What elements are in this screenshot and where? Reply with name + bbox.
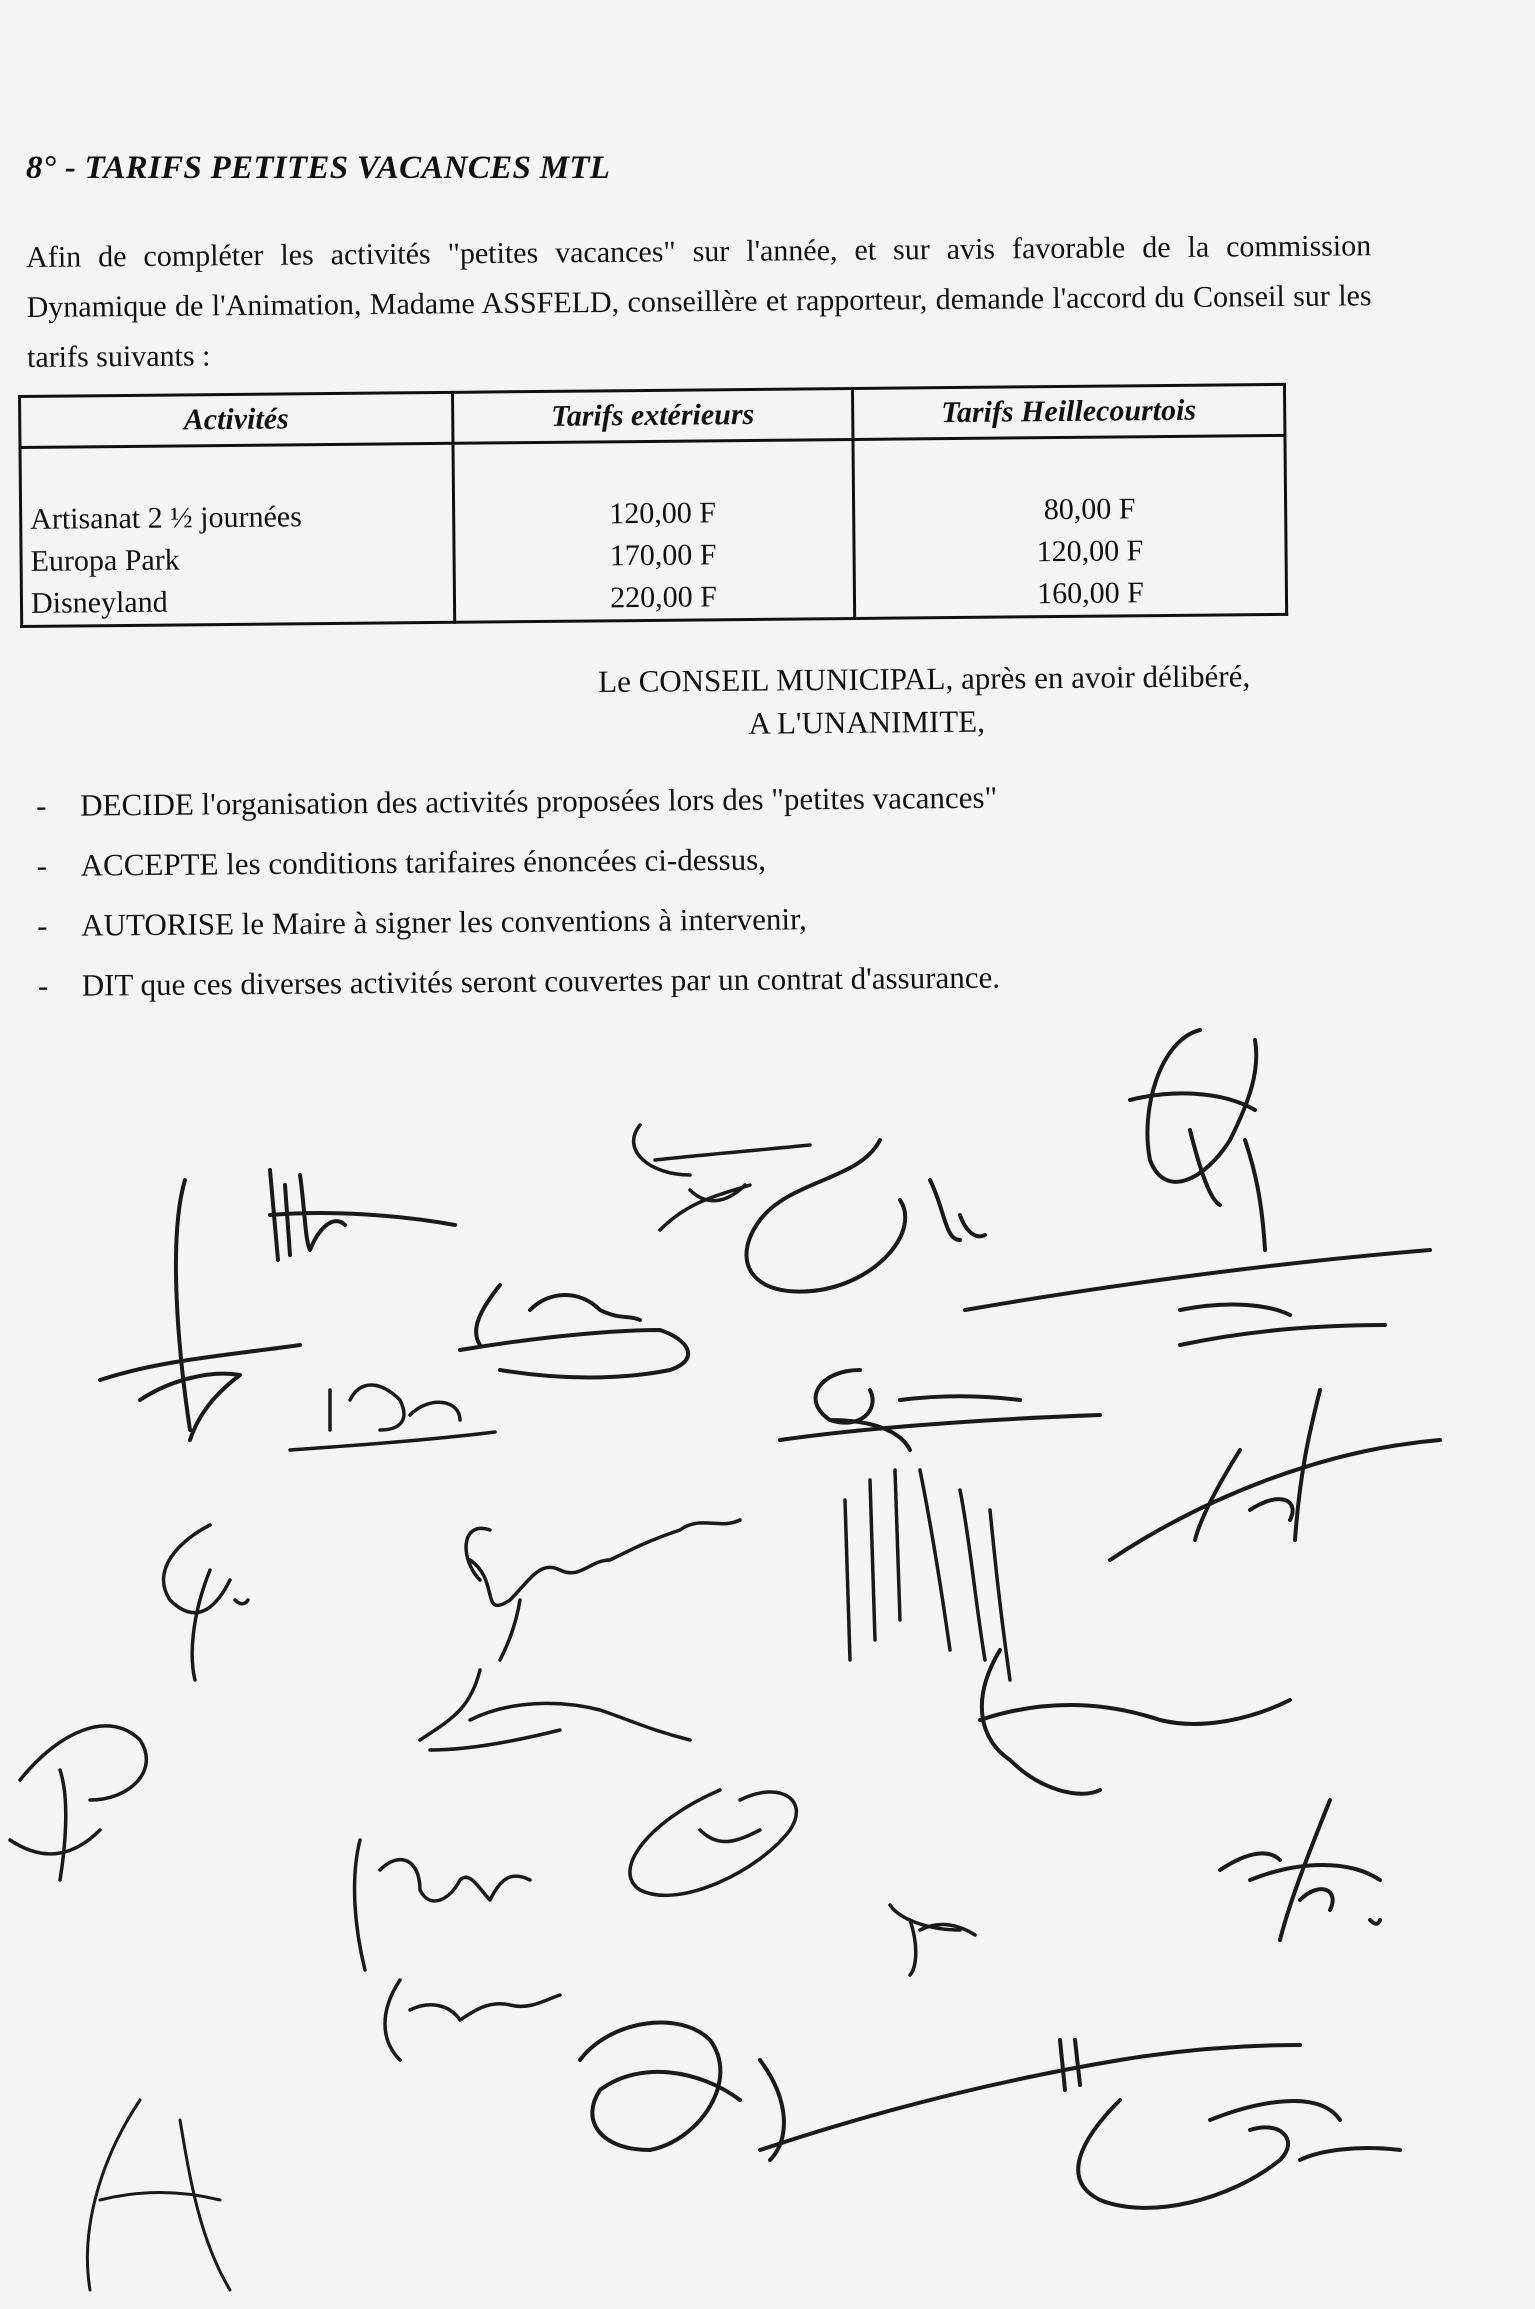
signature xyxy=(845,1470,1010,1680)
council-line-1: Le CONSEIL MUNICIPAL, après en avoir délibéré, xyxy=(598,658,1251,699)
signature xyxy=(965,1250,1430,1345)
signature xyxy=(10,1726,146,1880)
decision-text: ACCEPTE les conditions tarifaires énoncées ci-dessus, xyxy=(80,841,767,883)
external-price: 220,00 F xyxy=(609,580,717,615)
signature xyxy=(1130,1030,1265,1250)
signature xyxy=(87,2100,230,2290)
activity-name: Artisanat 2 ½ journées xyxy=(30,500,302,536)
bullet-dash: - xyxy=(36,847,48,883)
signature xyxy=(580,2023,784,2160)
activity-name: Disneyland xyxy=(30,585,168,620)
signature xyxy=(1078,2100,1400,2208)
bullet-dash: - xyxy=(37,967,49,1003)
signature xyxy=(1110,1390,1440,1560)
signature xyxy=(890,1905,975,1975)
section-heading: 8° - TARIFS PETITES VACANCES MTL xyxy=(26,150,611,186)
signature xyxy=(290,1385,495,1450)
bullet-dash: - xyxy=(37,907,48,943)
signature xyxy=(630,1790,796,1895)
resident-price: 120,00 F xyxy=(1036,534,1144,569)
signature xyxy=(780,1370,1100,1450)
signature xyxy=(385,1980,560,2060)
signature xyxy=(355,1840,530,1970)
signature xyxy=(634,1125,810,1230)
decision-text: DIT que ces diverses activités seront couvertes par un contrat d'assurance. xyxy=(81,959,1001,1003)
external-price: 120,00 F xyxy=(609,496,717,531)
signature xyxy=(420,1670,690,1750)
signature xyxy=(980,1650,1290,1794)
council-line-2: A L'UNANIMITE, xyxy=(748,703,986,741)
resident-price: 160,00 F xyxy=(1036,576,1144,611)
intro-paragraph: Afin de compléter les activités "petites vacances" sur l'année, et sur avis favorable de la commission Dynamique de l'Animation, Madame ASSFELD, conseillère et rapporteur, demande l'accord du Conseil sur les tarifs suivants : xyxy=(26,229,1372,374)
bullet-dash: - xyxy=(36,787,47,823)
decision-text: AUTORISE le Maire à signer les conventions à intervenir, xyxy=(81,901,807,943)
signature xyxy=(747,1140,986,1292)
activity-name: Europa Park xyxy=(30,543,180,578)
header-activites: Activités xyxy=(20,392,453,447)
signature xyxy=(1220,1800,1380,1940)
signature xyxy=(100,1180,300,1440)
header-tarifs-heillecourtois: Tarifs Heillecourtois xyxy=(852,384,1284,439)
signature xyxy=(460,1285,688,1378)
header-tarifs-exterieurs: Tarifs extérieurs xyxy=(452,388,852,443)
signature xyxy=(270,1170,455,1260)
external-price: 170,00 F xyxy=(609,538,717,573)
decision-text: DECIDE l'organisation des activités proposées lors des "petites vacances" xyxy=(79,779,998,823)
signature xyxy=(760,2040,1300,2150)
resident-price: 80,00 F xyxy=(1043,492,1136,527)
signature xyxy=(466,1520,740,1660)
signature xyxy=(164,1525,248,1680)
